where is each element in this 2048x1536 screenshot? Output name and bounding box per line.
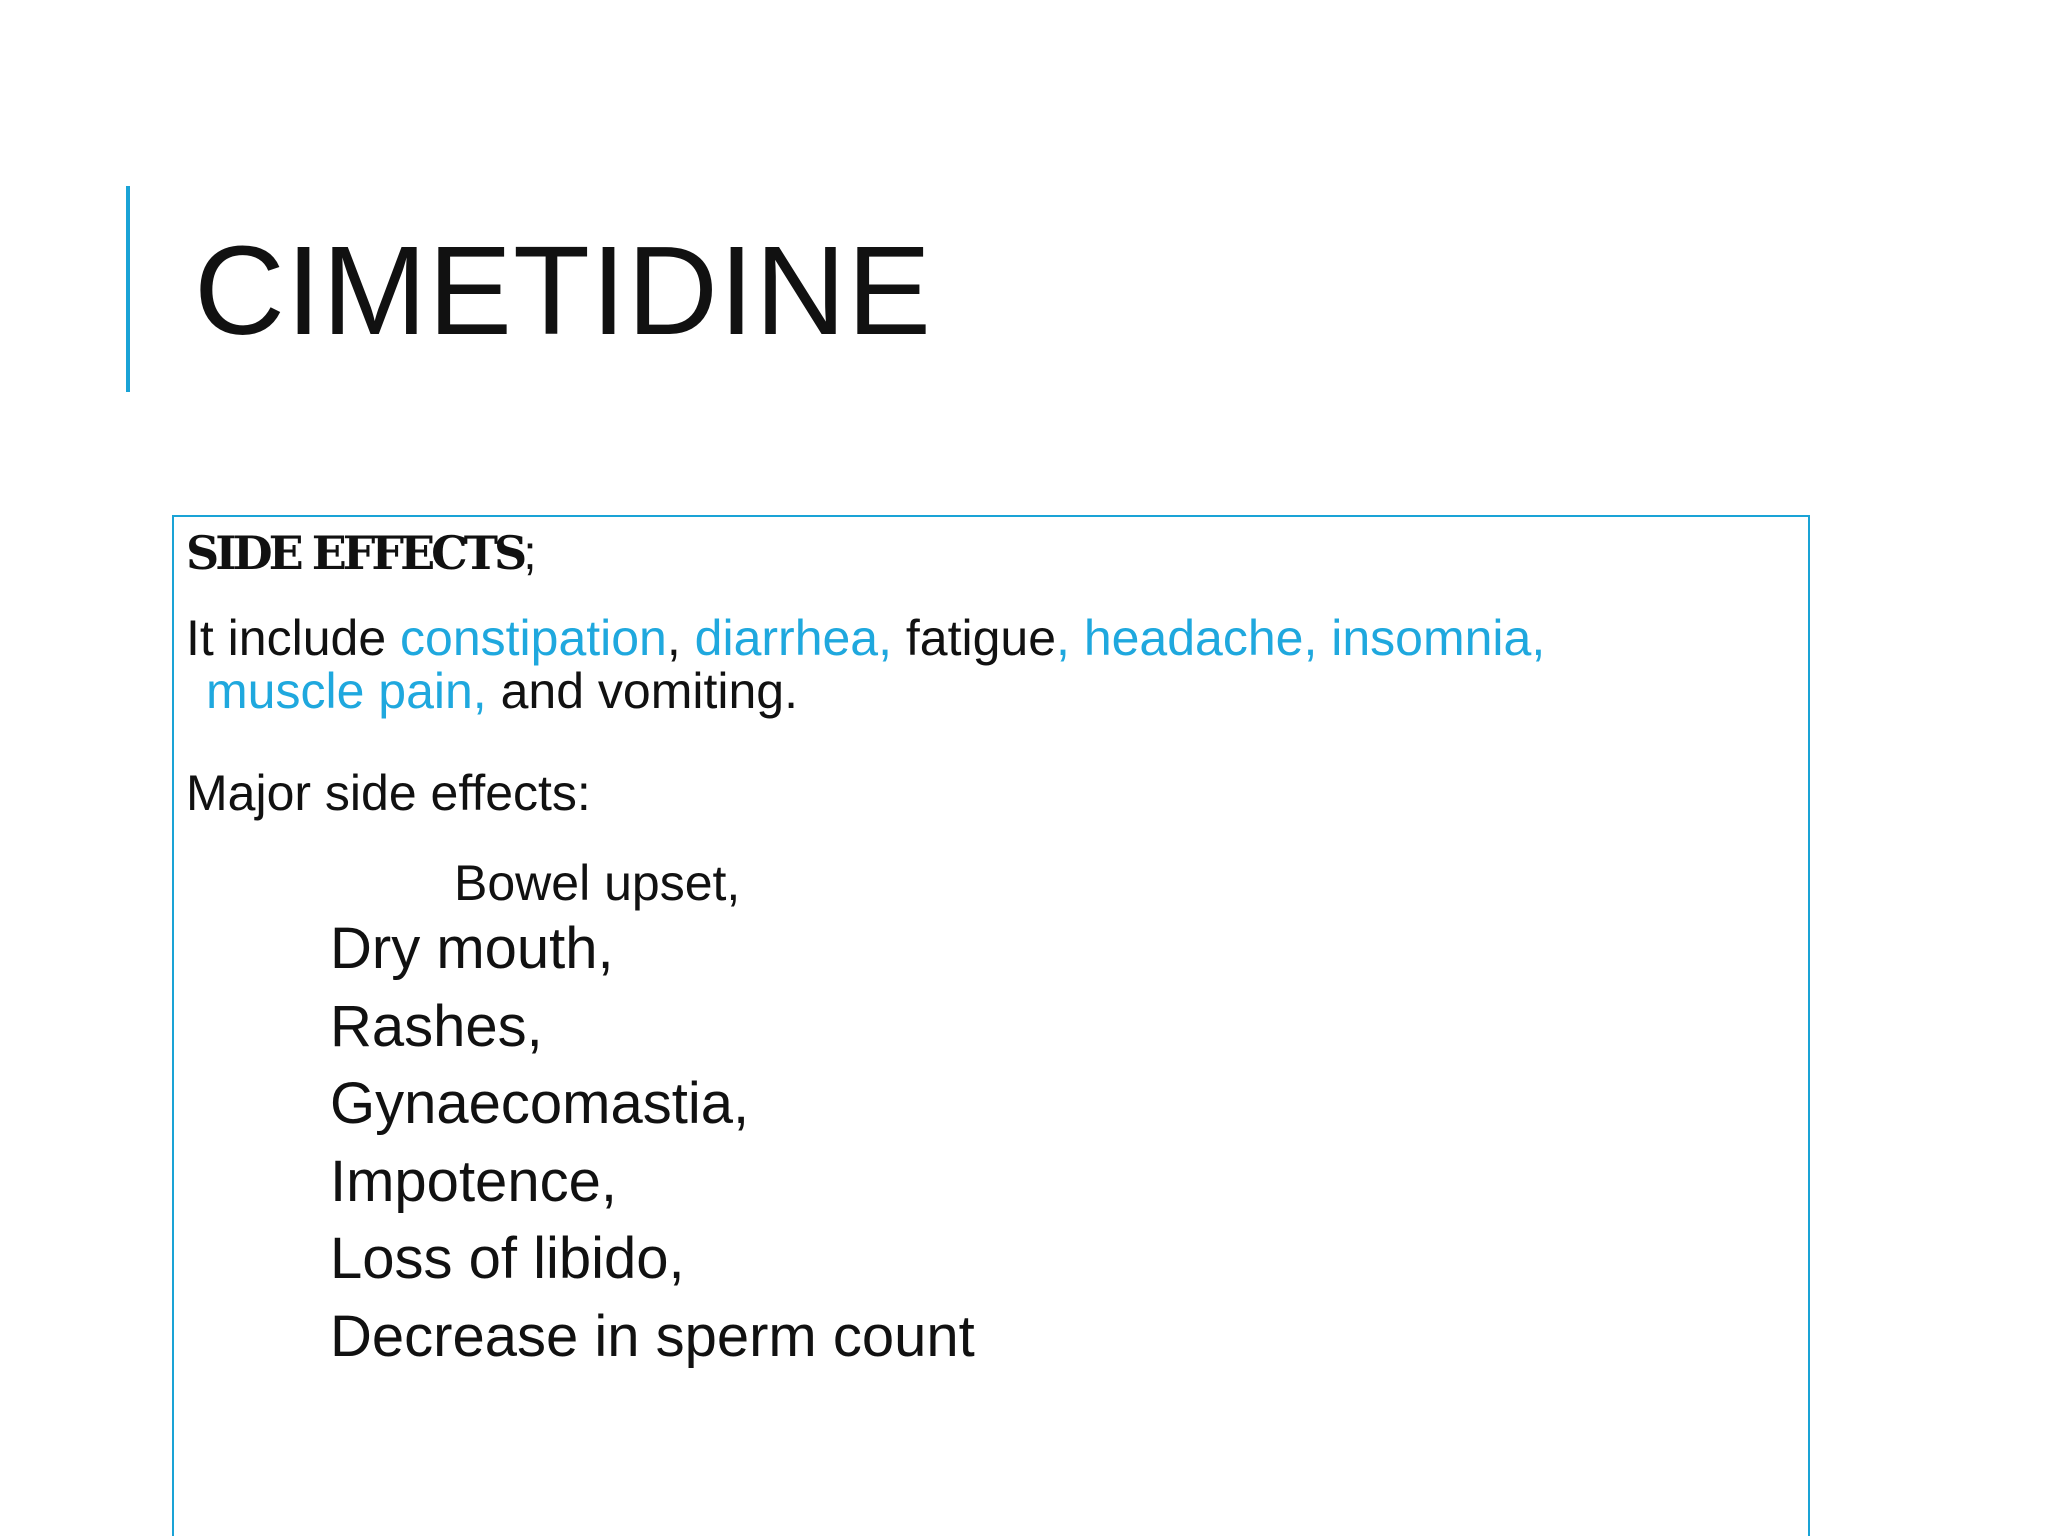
list-item: Rashes,	[330, 993, 543, 1059]
intro-muscle-pain: muscle pain,	[206, 663, 487, 719]
intro-headache-insomnia: , headache, insomnia,	[1056, 610, 1546, 666]
intro-fatigue: fatigue	[892, 610, 1057, 666]
list-item: Impotence,	[330, 1148, 617, 1214]
intro-prefix: It include	[186, 610, 401, 666]
side-effects-intro	[186, 612, 1786, 718]
intro-diarrhea: diarrhea,	[694, 610, 893, 666]
list-item: Dry mouth,	[330, 916, 614, 981]
intro-constipation: constipation	[400, 610, 667, 666]
intro-line-2	[186, 665, 1786, 718]
list-item: Loss of libido,	[330, 1226, 685, 1291]
content-textbox[interactable]	[172, 515, 1810, 1536]
major-side-effects-label: Major side effects:	[186, 765, 591, 821]
side-effects-heading	[186, 525, 537, 582]
title-accent-bar	[126, 186, 130, 392]
effect-bowel-upset: Bowel upset,	[454, 855, 741, 911]
side-effects-heading-suffix: ;	[523, 527, 537, 580]
intro-comma: ,	[666, 610, 695, 666]
slide-title: CIMETIDINE	[194, 220, 933, 361]
major-effects-list	[330, 910, 975, 1375]
list-item: Gynaecomastia,	[330, 1071, 750, 1136]
list-item: Decrease in sperm count	[330, 1303, 975, 1369]
intro-suffix: and vomiting.	[486, 663, 798, 719]
side-effects-heading-text: SIDE EFFECTS	[186, 526, 524, 580]
